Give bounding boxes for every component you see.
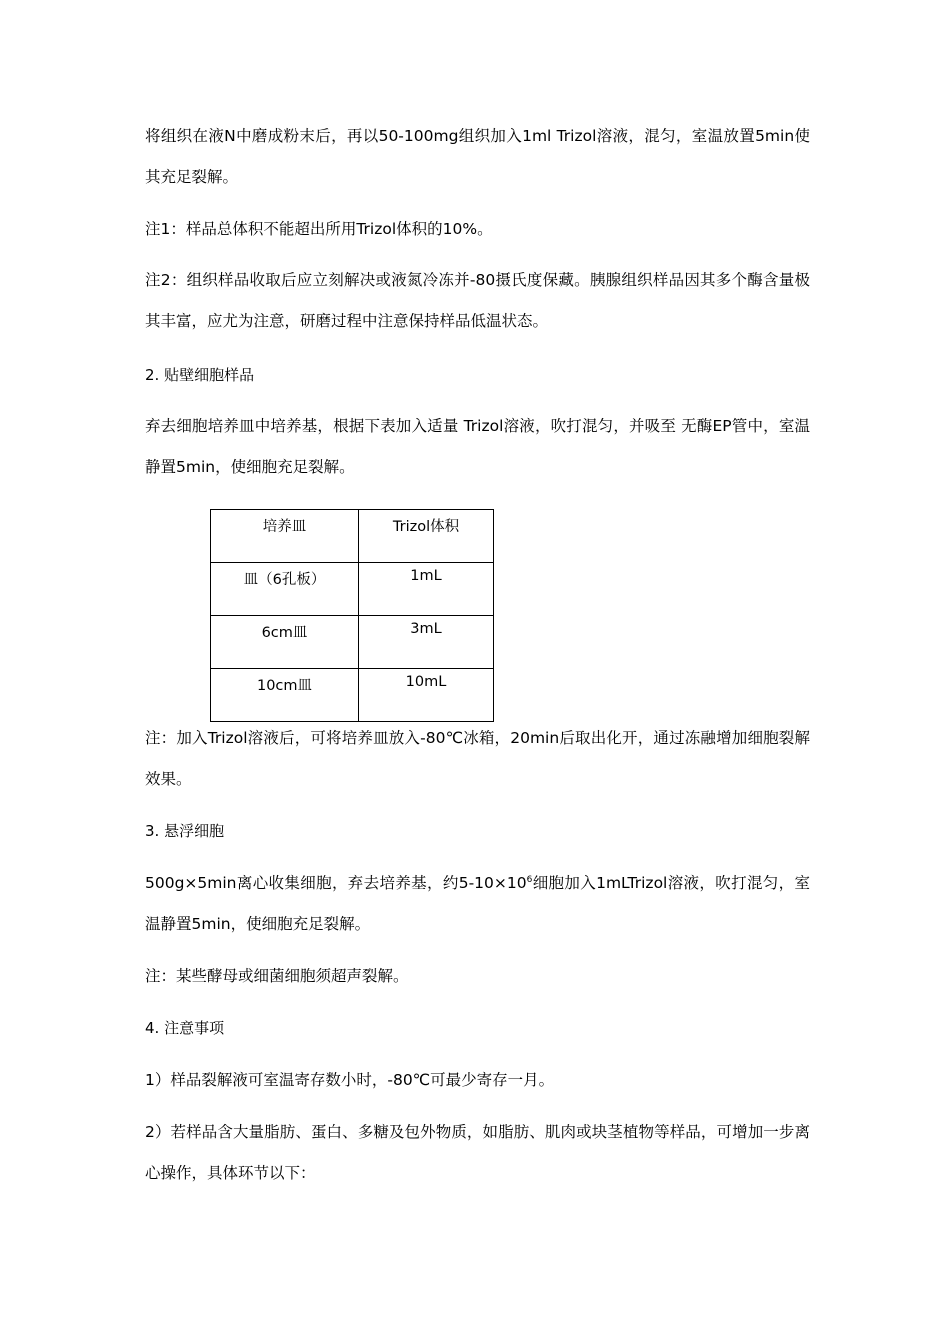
table-row xyxy=(211,616,494,669)
table-cell: 6cm皿 xyxy=(211,616,359,669)
table-cell: 10mL xyxy=(359,669,494,722)
table-header-row xyxy=(211,510,494,563)
heading-suspension-cells: 3. 悬浮细胞 xyxy=(145,822,225,840)
list-item-2: 2）若样品含大量脂肪、蛋白、多糖及包外物质，如脂肪、肌肉或块茎植物等样品，可增加一步离心操作，具体环节以下： xyxy=(145,1123,810,1182)
suspension-text-a: 500g×5min离心收集细胞，弃去培养基，约5-10×10 xyxy=(145,874,527,892)
paragraph-adherent-cells: 弃去细胞培养皿中培养基，根据下表加入适量 Trizol溶液，吹打混匀，并吸至 无酶EP管中，室温静置5min，使细胞充足裂解。 xyxy=(145,417,810,476)
paragraph-suspension-cells xyxy=(145,863,810,945)
table-cell: 10cm皿 xyxy=(211,669,359,722)
table-cell: 1mL xyxy=(359,563,494,616)
note-freeze-thaw: 注：加入Trizol溶液后，可将培养皿放入-80℃冰箱，20min后取出化开，通过冻融增加细胞裂解效果。 xyxy=(145,729,810,788)
table-cell: 3mL xyxy=(359,616,494,669)
table-cell: 皿（6孔板） xyxy=(211,563,359,616)
exponent: 6 xyxy=(526,874,533,885)
list-item-1: 1）样品裂解液可室温寄存数小时，-80℃可最少寄存一月。 xyxy=(145,1071,555,1089)
paragraph-tissue-grinding: 将组织在液N中磨成粉末后，再以50-100mg组织加入1ml Trizol溶液，混匀，室温放置5min使其充足裂解。 xyxy=(145,127,810,186)
suspension-text-b: 细胞加入1mLTrizol溶液，吹打混匀，室温静置5min，使细胞充足裂解。 xyxy=(145,874,810,933)
table-header-volume: Trizol体积 xyxy=(359,510,494,563)
note-1: 注1：样品总体积不能超出所用Trizol体积的10%。 xyxy=(145,220,493,238)
table-header-dish: 培养皿 xyxy=(211,510,359,563)
heading-adherent-cells: 2. 贴壁细胞样品 xyxy=(145,366,255,384)
note-2: 注2：组织样品收取后应立刻解决或液氮冷冻并-80摄氏度保藏。胰腺组织样品因其多个酶含量极其丰富，应尤为注意，研磨过程中注意保持样品低温状态。 xyxy=(145,271,810,330)
heading-precautions: 4. 注意事项 xyxy=(145,1019,225,1037)
note-yeast-bacteria: 注：某些酵母或细菌细胞须超声裂解。 xyxy=(145,967,409,985)
trizol-volume-table xyxy=(210,509,494,722)
table-row xyxy=(211,563,494,616)
table-row xyxy=(211,669,494,722)
